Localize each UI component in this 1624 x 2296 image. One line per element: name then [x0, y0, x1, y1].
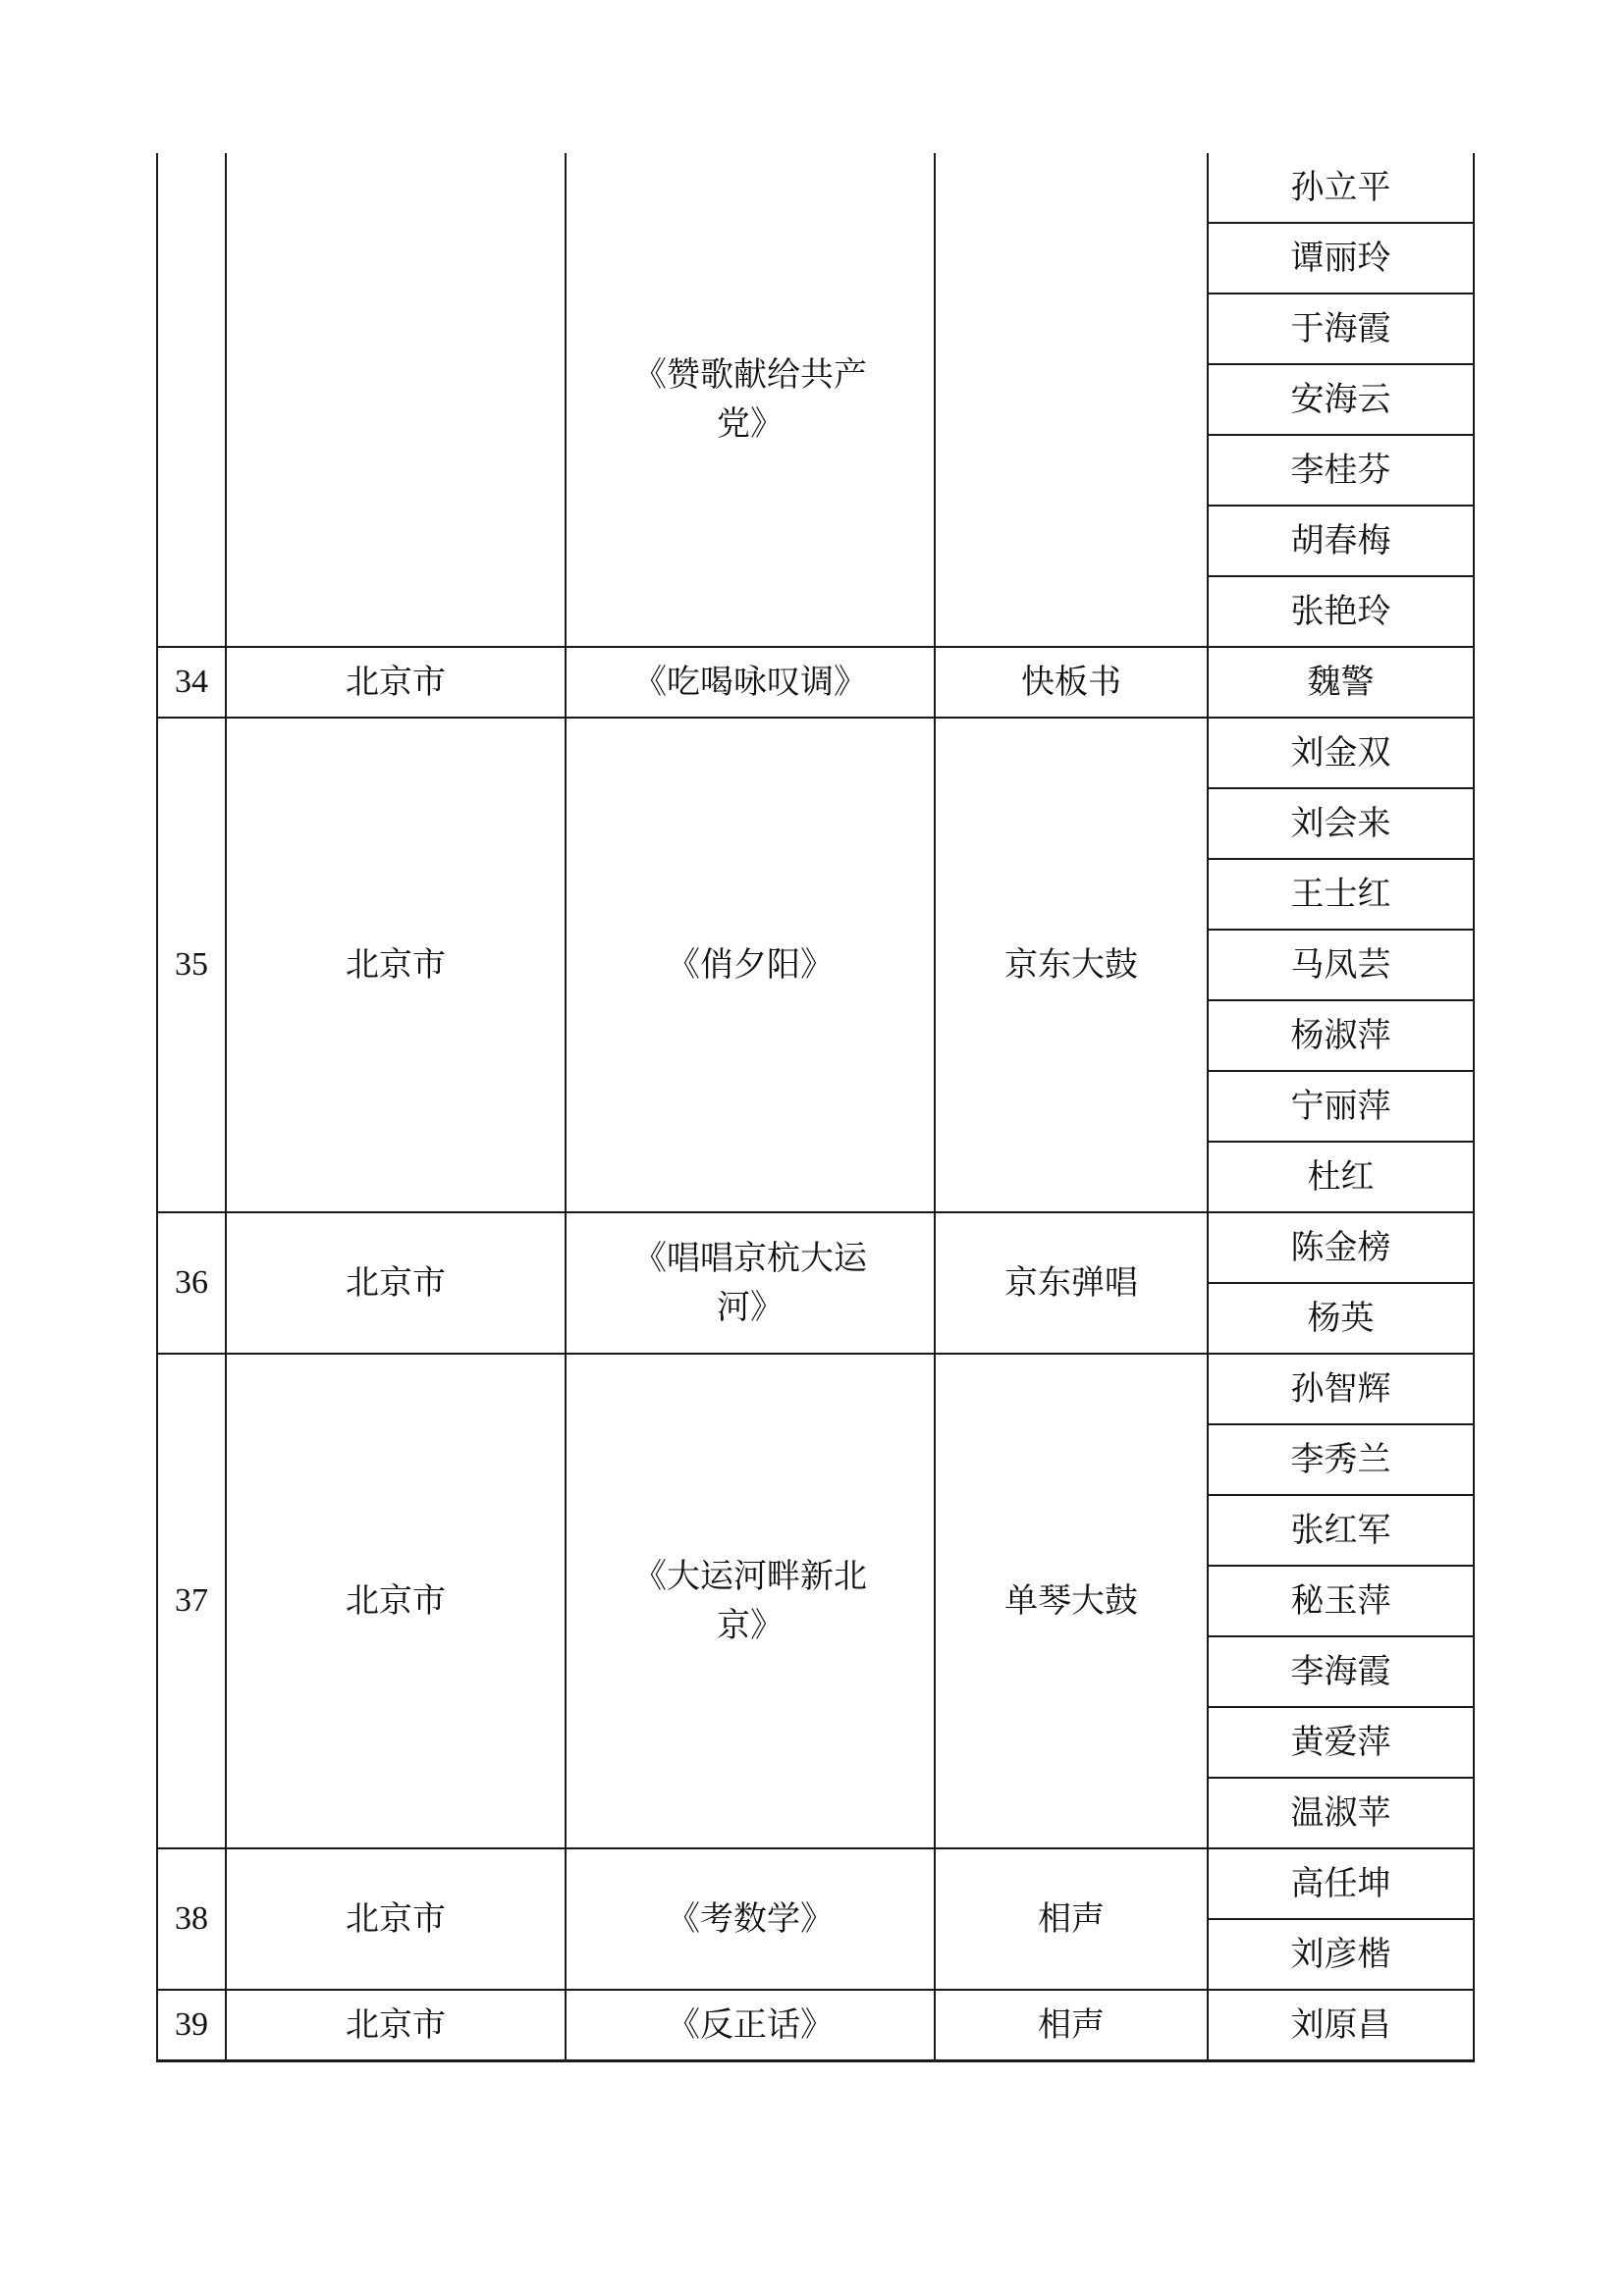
performer-name: 温淑苹: [1208, 1778, 1474, 1848]
entry-number: [157, 153, 226, 647]
entry-genre: 相声: [935, 1848, 1208, 1990]
performer-name: 宁丽萍: [1208, 1071, 1474, 1142]
performer-name: 马凤芸: [1208, 930, 1474, 1000]
performer-name: 于海霞: [1208, 294, 1474, 364]
table-row: [157, 1990, 1474, 2061]
entry-work-title: 《吃喝咏叹调》: [566, 647, 935, 718]
performer-name: 魏警: [1208, 647, 1474, 718]
performer-name: 刘金双: [1208, 718, 1474, 788]
performer-name: 谭丽玲: [1208, 223, 1474, 294]
entry-number: 38: [157, 1848, 226, 1990]
entry-work-title: 《俏夕阳》: [566, 718, 935, 1212]
performer-name: 张艳玲: [1208, 576, 1474, 647]
table-row: [157, 1848, 1474, 1919]
entry-genre: 单琴大鼓: [935, 1354, 1208, 1848]
performer-name: 杨英: [1208, 1283, 1474, 1354]
entry-region: [226, 153, 566, 647]
entry-genre: 相声: [935, 1990, 1208, 2061]
entry-region: 北京市: [226, 1990, 566, 2061]
entry-number: 36: [157, 1212, 226, 1354]
entry-number: 34: [157, 647, 226, 718]
entry-number: 39: [157, 1990, 226, 2061]
table-row: [157, 1212, 1474, 1283]
entry-region: 北京市: [226, 1848, 566, 1990]
table-row: [157, 1354, 1474, 1424]
performer-name: 高任坤: [1208, 1848, 1474, 1919]
entry-number: 35: [157, 718, 226, 1212]
entry-region: 北京市: [226, 1212, 566, 1354]
entry-genre: 快板书: [935, 647, 1208, 718]
performer-name: 安海云: [1208, 364, 1474, 435]
entry-region: 北京市: [226, 1354, 566, 1848]
performer-name: 杜红: [1208, 1142, 1474, 1212]
performer-name: 孙立平: [1208, 153, 1474, 223]
performer-name: 李秀兰: [1208, 1424, 1474, 1495]
performer-name: 杨淑萍: [1208, 1000, 1474, 1071]
table-row: [157, 718, 1474, 788]
entry-number: 37: [157, 1354, 226, 1848]
performer-name: 李海霞: [1208, 1636, 1474, 1707]
entry-region: 北京市: [226, 718, 566, 1212]
performer-name: 孙智辉: [1208, 1354, 1474, 1424]
entry-work-title: 《赞歌献给共产党》: [566, 153, 935, 647]
entry-work-title: 《大运河畔新北京》: [566, 1354, 935, 1848]
performer-name: 王士红: [1208, 859, 1474, 930]
performer-name: 黄爱萍: [1208, 1707, 1474, 1778]
performer-name: 刘原昌: [1208, 1990, 1474, 2061]
performer-table: [156, 153, 1475, 2062]
performer-name: 刘会来: [1208, 788, 1474, 859]
entry-genre: 京东弹唱: [935, 1212, 1208, 1354]
performer-name: 陈金榜: [1208, 1212, 1474, 1283]
entry-genre: 京东大鼓: [935, 718, 1208, 1212]
entry-genre: [935, 153, 1208, 647]
table-row: [157, 153, 1474, 223]
entry-work-title: 《唱唱京杭大运河》: [566, 1212, 935, 1354]
entry-work-title: 《考数学》: [566, 1848, 935, 1990]
entry-work-title: 《反正话》: [566, 1990, 935, 2061]
performer-name: 李桂芬: [1208, 435, 1474, 506]
table-row: [157, 647, 1474, 718]
entry-region: 北京市: [226, 647, 566, 718]
performer-name: 胡春梅: [1208, 506, 1474, 576]
performer-name: 张红军: [1208, 1495, 1474, 1566]
performer-name: 刘彦楷: [1208, 1919, 1474, 1990]
performer-name: 秘玉萍: [1208, 1566, 1474, 1636]
